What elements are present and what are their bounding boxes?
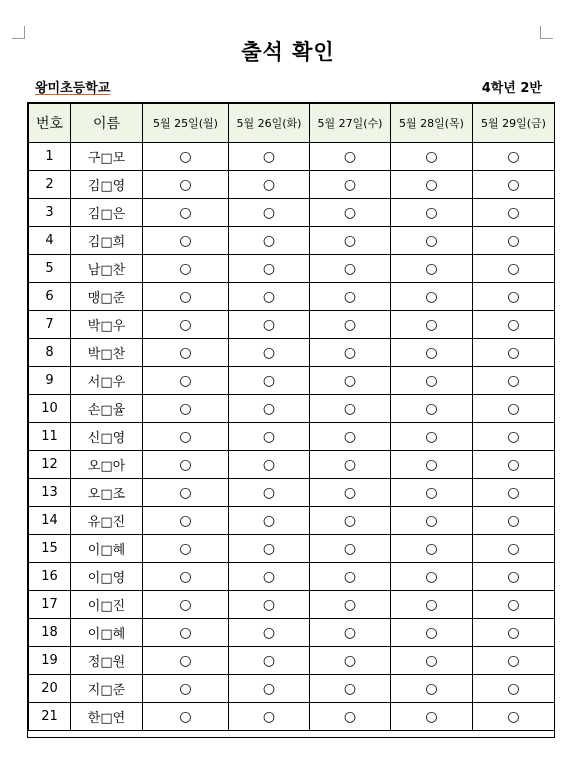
table-row [29,367,555,395]
attendance-mark: ○ [473,451,555,479]
attendance-mark: ○ [229,479,310,507]
attendance-mark: ○ [473,507,555,535]
attendance-mark: ○ [143,591,229,619]
student-number: 13 [29,479,71,507]
student-number: 2 [29,171,71,199]
attendance-mark: ○ [143,703,229,731]
attendance-mark: ○ [310,479,391,507]
student-number: 19 [29,647,71,675]
attendance-mark: ○ [143,255,229,283]
attendance-mark: ○ [310,311,391,339]
student-number: 16 [29,563,71,591]
attendance-mark: ○ [473,143,555,171]
student-number: 15 [29,535,71,563]
student-name: 지□준 [71,675,143,703]
attendance-mark: ○ [143,563,229,591]
attendance-mark: ○ [310,535,391,563]
student-number: 6 [29,283,71,311]
student-number: 4 [29,227,71,255]
attendance-mark: ○ [310,339,391,367]
table-row [29,395,555,423]
student-number: 20 [29,675,71,703]
student-name: 이□영 [71,563,143,591]
student-name: 박□찬 [71,339,143,367]
attendance-mark: ○ [391,507,473,535]
attendance-mark: ○ [229,395,310,423]
table-row [29,339,555,367]
student-number: 14 [29,507,71,535]
attendance-mark: ○ [229,591,310,619]
header-date: 5월 27일(수) [310,104,391,143]
school-name: 왕미초등학교 [35,81,111,96]
table-row [29,703,555,731]
student-number: 3 [29,199,71,227]
student-name: 박□우 [71,311,143,339]
attendance-mark: ○ [473,535,555,563]
attendance-mark: ○ [229,283,310,311]
attendance-mark: ○ [391,143,473,171]
table-row [29,563,555,591]
student-number: 11 [29,423,71,451]
student-name: 오□조 [71,479,143,507]
attendance-mark: ○ [391,563,473,591]
table-row [29,143,555,171]
student-name: 남□찬 [71,255,143,283]
attendance-mark: ○ [229,171,310,199]
attendance-mark: ○ [391,255,473,283]
student-name: 김□희 [71,227,143,255]
attendance-mark: ○ [310,675,391,703]
attendance-mark: ○ [391,283,473,311]
attendance-mark: ○ [473,619,555,647]
attendance-mark: ○ [143,171,229,199]
table-row [29,619,555,647]
attendance-mark: ○ [143,619,229,647]
attendance-mark: ○ [143,535,229,563]
attendance-mark: ○ [473,647,555,675]
attendance-mark: ○ [391,199,473,227]
table-row [29,199,555,227]
attendance-mark: ○ [310,227,391,255]
attendance-mark: ○ [143,367,229,395]
table-row [29,423,555,451]
attendance-mark: ○ [473,703,555,731]
attendance-mark: ○ [473,171,555,199]
attendance-mark: ○ [229,311,310,339]
attendance-mark: ○ [473,367,555,395]
attendance-mark: ○ [229,451,310,479]
attendance-mark: ○ [229,535,310,563]
header-date: 5월 29일(금) [473,104,555,143]
table-row [29,479,555,507]
attendance-mark: ○ [473,255,555,283]
student-name: 오□아 [71,451,143,479]
attendance-table [28,103,555,731]
attendance-mark: ○ [310,143,391,171]
student-name: 김□은 [71,199,143,227]
header-date: 5월 28일(목) [391,104,473,143]
attendance-mark: ○ [310,395,391,423]
attendance-mark: ○ [473,479,555,507]
attendance-mark: ○ [143,451,229,479]
attendance-mark: ○ [310,255,391,283]
attendance-mark: ○ [473,311,555,339]
header-number: 번호 [29,104,71,143]
student-number: 10 [29,395,71,423]
student-name: 손□율 [71,395,143,423]
attendance-mark: ○ [391,171,473,199]
attendance-mark: ○ [391,591,473,619]
attendance-mark: ○ [310,591,391,619]
attendance-mark: ○ [310,647,391,675]
attendance-mark: ○ [391,479,473,507]
table-row [29,171,555,199]
attendance-mark: ○ [229,423,310,451]
header-date: 5월 26일(화) [229,104,310,143]
attendance-mark: ○ [391,339,473,367]
student-number: 21 [29,703,71,731]
attendance-mark: ○ [391,227,473,255]
student-name: 김□영 [71,171,143,199]
table-row [29,255,555,283]
attendance-mark: ○ [143,675,229,703]
student-number: 8 [29,339,71,367]
attendance-mark: ○ [229,563,310,591]
table-row [29,227,555,255]
table-row [29,647,555,675]
attendance-mark: ○ [143,647,229,675]
attendance-mark: ○ [391,535,473,563]
attendance-mark: ○ [143,395,229,423]
header-name: 이름 [71,104,143,143]
attendance-mark: ○ [310,283,391,311]
attendance-mark: ○ [229,339,310,367]
attendance-mark: ○ [473,395,555,423]
student-name: 구□모 [71,143,143,171]
attendance-mark: ○ [391,451,473,479]
attendance-mark: ○ [473,591,555,619]
attendance-mark: ○ [229,367,310,395]
attendance-mark: ○ [143,311,229,339]
attendance-mark: ○ [143,507,229,535]
attendance-mark: ○ [229,647,310,675]
student-number: 18 [29,619,71,647]
attendance-mark: ○ [473,227,555,255]
table-row [29,311,555,339]
student-number: 5 [29,255,71,283]
student-name: 이□진 [71,591,143,619]
student-name: 서□우 [71,367,143,395]
attendance-mark: ○ [310,451,391,479]
table-row [29,283,555,311]
header-date: 5월 25일(월) [143,104,229,143]
student-name: 정□원 [71,647,143,675]
attendance-mark: ○ [391,423,473,451]
document-title: 출석 확인 [241,40,335,64]
attendance-mark: ○ [391,619,473,647]
attendance-mark: ○ [143,199,229,227]
attendance-mark: ○ [229,619,310,647]
attendance-mark: ○ [310,199,391,227]
attendance-mark: ○ [229,199,310,227]
attendance-mark: ○ [143,339,229,367]
attendance-mark: ○ [229,227,310,255]
student-number: 7 [29,311,71,339]
attendance-mark: ○ [229,703,310,731]
class-name: 4학년 2반 [481,81,542,96]
attendance-mark: ○ [310,507,391,535]
table-row [29,591,555,619]
attendance-mark: ○ [473,423,555,451]
attendance-mark: ○ [473,563,555,591]
attendance-mark: ○ [391,395,473,423]
attendance-mark: ○ [473,199,555,227]
attendance-mark: ○ [473,675,555,703]
attendance-mark: ○ [391,367,473,395]
header-row [29,104,555,143]
attendance-mark: ○ [391,311,473,339]
attendance-mark: ○ [143,479,229,507]
attendance-mark: ○ [229,143,310,171]
attendance-mark: ○ [310,367,391,395]
attendance-mark: ○ [143,227,229,255]
attendance-mark: ○ [391,647,473,675]
attendance-mark: ○ [391,703,473,731]
attendance-mark: ○ [143,143,229,171]
table-row [29,675,555,703]
student-number: 9 [29,367,71,395]
student-name: 한□연 [71,703,143,731]
attendance-mark: ○ [143,283,229,311]
attendance-mark: ○ [473,283,555,311]
attendance-mark: ○ [229,255,310,283]
attendance-mark: ○ [473,339,555,367]
student-number: 1 [29,143,71,171]
attendance-mark: ○ [310,423,391,451]
student-name: 이□혜 [71,535,143,563]
student-number: 12 [29,451,71,479]
student-number: 17 [29,591,71,619]
attendance-mark: ○ [229,507,310,535]
attendance-mark: ○ [310,563,391,591]
table-row [29,507,555,535]
attendance-mark: ○ [310,703,391,731]
student-name: 유□진 [71,507,143,535]
student-name: 신□영 [71,423,143,451]
student-name: 맹□준 [71,283,143,311]
attendance-mark: ○ [310,619,391,647]
table-row [29,535,555,563]
student-name: 이□혜 [71,619,143,647]
attendance-mark: ○ [310,171,391,199]
table-row [29,451,555,479]
attendance-mark: ○ [143,423,229,451]
attendance-mark: ○ [391,675,473,703]
attendance-mark: ○ [229,675,310,703]
